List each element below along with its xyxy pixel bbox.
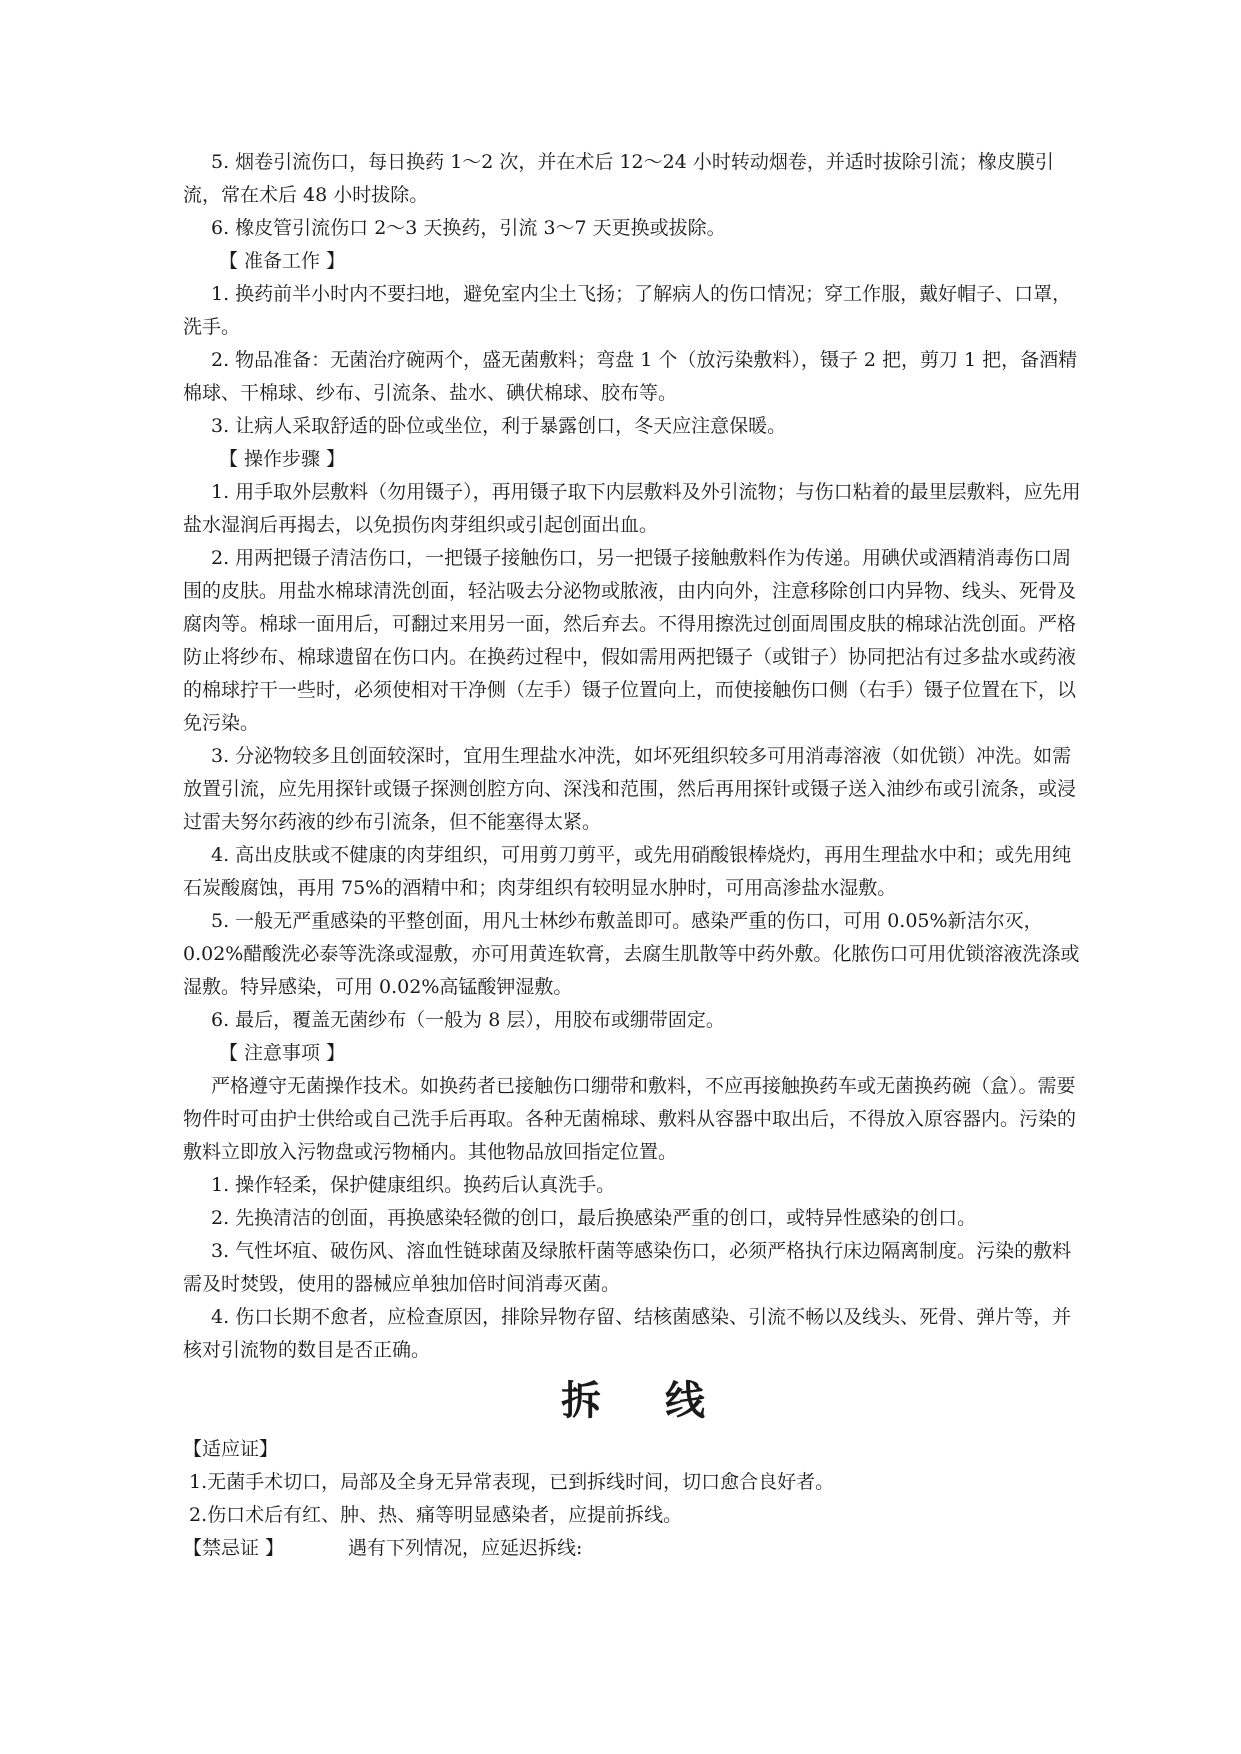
paragraph: 6. 橡皮管引流伤口 2～3 天换药，引流 3～7 天更换或拔除。 — [211, 217, 726, 239]
paragraph: 3. 分泌物较多且创面较深时，宜用生理盐水冲洗，如坏死组织较多可用消毒溶液（如优锁）冲洗。如需放置引流，应先用探针或镊子探测创腔方向、深浅和范围，然后再用探针或镊子送入油纱布或引流条，或浸过雷夫努尔药液的纱布引流条，但不能塞得太紧。 — [183, 745, 1077, 833]
paragraph: 4. 高出皮肤或不健康的肉芽组织，可用剪刀剪平，或先用硝酸银棒烧灼，再用生理盐水中和；或先用纯石炭酸腐蚀，再用 75%的酒精中和；肉芽组织有较明显水肿时，可用高渗盐水湿敷。 — [183, 844, 1072, 899]
paragraph: 3. 让病人采取舒适的卧位或坐位，利于暴露创口，冬天应注意保暖。 — [211, 415, 787, 437]
contraindications-line — [183, 1532, 1083, 1565]
paragraph: 6. 最后，覆盖无菌纱布（一般为 8 层），用胶布或绷带固定。 — [211, 1009, 725, 1031]
contraindications-header: 【禁忌证 】 — [183, 1537, 285, 1559]
paragraph: 2. 物品准备：无菌治疗碗两个，盛无菌敷料；弯盘 1 个（放污染敷料），镊子 2 把，剪刀 1 把，备酒精棉球、干棉球、纱布、引流条、盐水、碘伏棉球、胶布等。 — [183, 349, 1078, 404]
paragraph: 2. 先换清洁的创面，再换感染轻微的创口，最后换感染严重的创口，或特异性感染的创口。 — [211, 1207, 977, 1229]
indications-header: 【适应证】 — [183, 1438, 279, 1460]
section-heading: 【 操作步骤 】 — [219, 448, 346, 470]
paragraph: 5. 烟卷引流伤口，每日换药 1～2 次，并在术后 12～24 小时转动烟卷，并适时拔除引流；橡皮膜引流，常在术后 48 小时拔除。 — [183, 151, 1054, 206]
paragraph: 5. 一般无严重感染的平整创面，用凡士林纱布敷盖即可。感染严重的伤口，可用 0.05%新洁尔灭，0.02%醋酸洗必泰等洗涤或湿敷，亦可用黄连软膏，去腐生肌散等中药外敷。化脓伤口可用优锁溶液洗涤或湿敷。特异感染，可用 0.02%高锰酸钾湿敷。 — [183, 910, 1080, 998]
section-heading: 【 注意事项 】 — [219, 1042, 346, 1064]
paragraph-list — [183, 146, 1083, 1367]
paragraph: 1. 操作轻柔，保护健康组织。换药后认真洗手。 — [211, 1174, 616, 1196]
paragraph: 3. 气性坏疽、破伤风、溶血性链球菌及绿脓杆菌等感染伤口，必须严格执行床边隔离制度。污染的敷料需及时焚毁，使用的器械应单独加倍时间消毒灭菌。 — [183, 1240, 1072, 1295]
document-body — [183, 146, 1083, 1565]
contraindications-text: 遇有下列情况，应延迟拆线: — [348, 1537, 583, 1559]
paragraph: 严格遵守无菌操作技术。如换药者已接触伤口绷带和敷料，不应再接触换药车或无菌换药碗（盒）。需要物件时可由护士供给或自己洗手后再取。各种无菌棉球、敷料从容器中取出后，不得放入原容器内。污染的敷料立即放入污物盘或污物桶内。其他物品放回指定位置。 — [183, 1075, 1077, 1163]
indication-item-1: 1.无菌手术切口，局部及全身无异常表现，已到拆线时间，切口愈合良好者。 — [189, 1471, 835, 1493]
section-heading: 【 准备工作 】 — [219, 250, 346, 272]
section-title: 拆线 — [561, 1378, 769, 1424]
paragraph: 2. 用两把镊子清洁伤口，一把镊子接触伤口，另一把镊子接触敷料作为传递。用碘伏或酒精消毒伤口周围的皮肤。用盐水棉球清洗创面，轻沾吸去分泌物或脓液，由内向外，注意移除创口内异物、线头、死骨及腐肉等。棉球一面用后，可翻过来用另一面，然后弃去。不得用擦洗过创面周围皮肤的棉球沾洗创面。严格防止将纱布、棉球遗留在伤口内。在换药过程中，假如需用两把镊子（或钳子）协同把沾有过多盐水或药液的棉球拧干一些时，必须使相对干净侧（左手）镊子位置向上，而使接触伤口侧（右手）镊子位置在下，以免污染。 — [183, 547, 1077, 734]
paragraph: 1. 用手取外层敷料（勿用镊子），再用镊子取下内层敷料及外引流物；与伤口粘着的最里层敷料，应先用盐水湿润后再揭去，以免损伤肉芽组织或引起创面出血。 — [183, 481, 1081, 536]
indication-item-2: 2.伤口术后有红、肿、热、痛等明显感染者，应提前拆线。 — [189, 1504, 683, 1526]
paragraph: 4. 伤口长期不愈者，应检查原因，排除异物存留、结核菌感染、引流不畅以及线头、死骨、弹片等，并核对引流物的数目是否正确。 — [183, 1306, 1072, 1361]
paragraph: 1. 换药前半小时内不要扫地，避免室内尘土飞扬；了解病人的伤口情况；穿工作服，戴好帽子、口罩，洗手。 — [183, 283, 1072, 338]
